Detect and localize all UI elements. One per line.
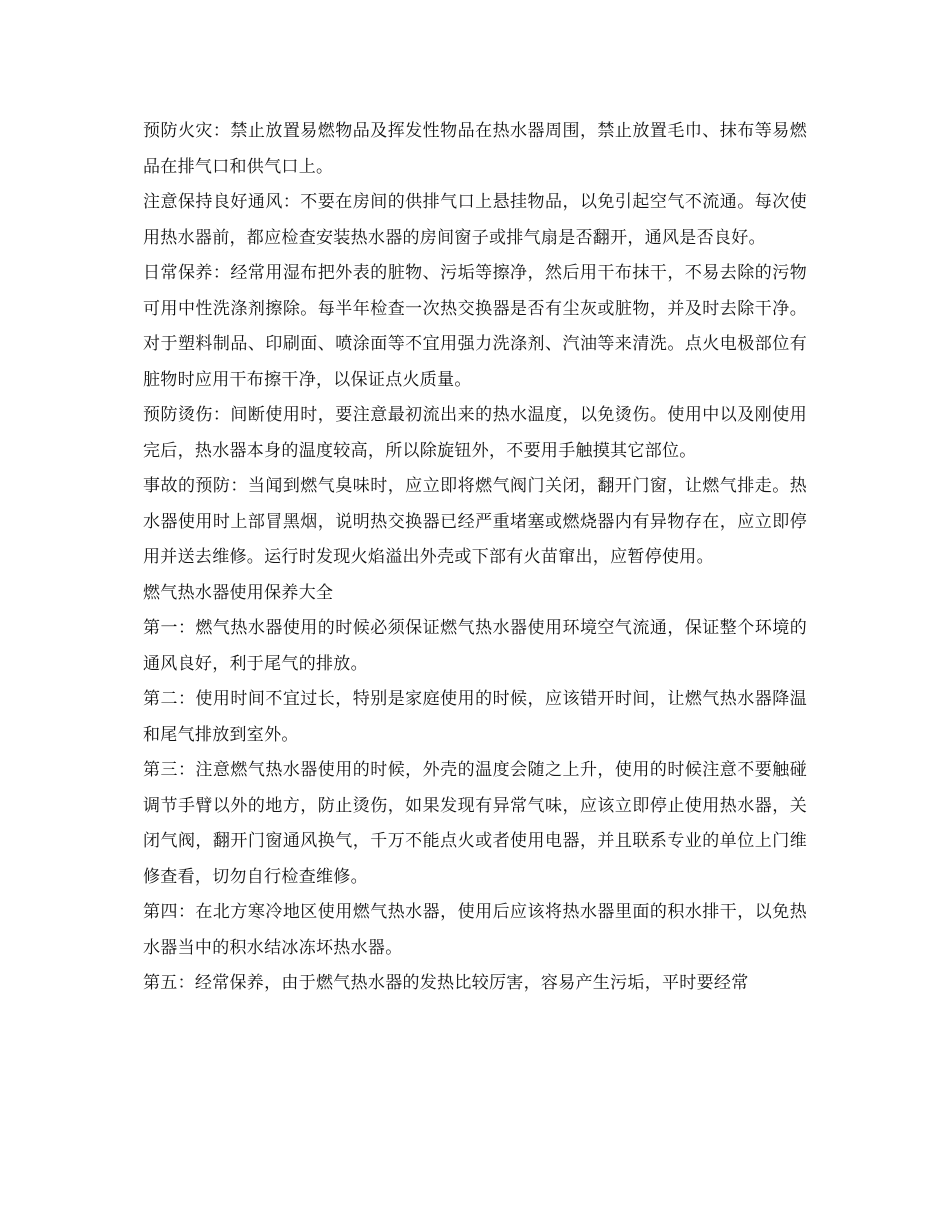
paragraph-item-4: 第四：在北方寒冷地区使用燃气热水器，使用后应该将热水器里面的积水排干，以免热水器当中的积水结冰冻坏热水器。 (143, 902, 807, 958)
paragraph-item-5: 第五：经常保养，由于燃气热水器的发热比较厉害，容易产生污垢，平时要经常 (143, 973, 749, 993)
paragraph-daily-maintenance: 日常保养：经常用湿布把外表的脏物、污垢等擦净，然后用干布抹干，不易去除的污物可用中性洗涤剂擦除。每半年检查一次热交换器是否有尘灰或脏物，并及时去除干净。对于塑料制品、印刷面、喷涂面等不宜用强力洗涤剂、汽油等来清洗。点火电极部位有脏物时应用干布擦干净，以保证点火质量。 (143, 263, 807, 390)
paragraph-item-2: 第二：使用时间不宜过长，特别是家庭使用的时候，应该错开时间，让燃气热水器降温和尾气排放到室外。 (143, 689, 807, 745)
paragraph-item-3: 第三：注意燃气热水器使用的时候，外壳的温度会随之上升，使用的时候注意不要触碰调节手臂以外的地方，防止烫伤，如果发现有异常气味，应该立即停止使用热水器，关闭气阀，翻开门窗通风换气，千万不能点火或者使用电器，并且联系专业的单位上门维修查看，切勿自行检查维修。 (143, 760, 807, 887)
paragraph-ventilation: 注意保持良好通风：不要在房间的供排气口上悬挂物品，以免引起空气不流通。每次使用热水器前，都应检查安装热水器的房间窗子或排气扇是否翻开，通风是否良好。 (143, 192, 807, 248)
document-body (143, 114, 807, 1002)
section-heading: 燃气热水器使用保养大全 (143, 582, 334, 603)
paragraph-fire-prevention: 预防火灾：禁止放置易燃物品及挥发性物品在热水器周围，禁止放置毛巾、抹布等易燃品在排气口和供气口上。 (143, 121, 807, 177)
paragraph-accident-prevention: 事故的预防：当闻到燃气臭味时，应立即将燃气阀门关闭，翻开门窗，让燃气排走。热水器使用时上部冒黑烟，说明热交换器已经严重堵塞或燃烧器内有异物存在，应立即停用并送去维修。运行时发现火焰溢出外壳或下部有火苗窜出，应暂停使用。 (143, 476, 807, 567)
paragraph-burn-prevention: 预防烫伤：间断使用时，要注意最初流出来的热水温度，以免烫伤。使用中以及刚使用完后，热水器本身的温度较高，所以除旋钮外，不要用手触摸其它部位。 (143, 405, 807, 461)
paragraph-item-1: 第一：燃气热水器使用的时候必须保证燃气热水器使用环境空气流通，保证整个环境的通风良好，利于尾气的排放。 (143, 618, 807, 674)
